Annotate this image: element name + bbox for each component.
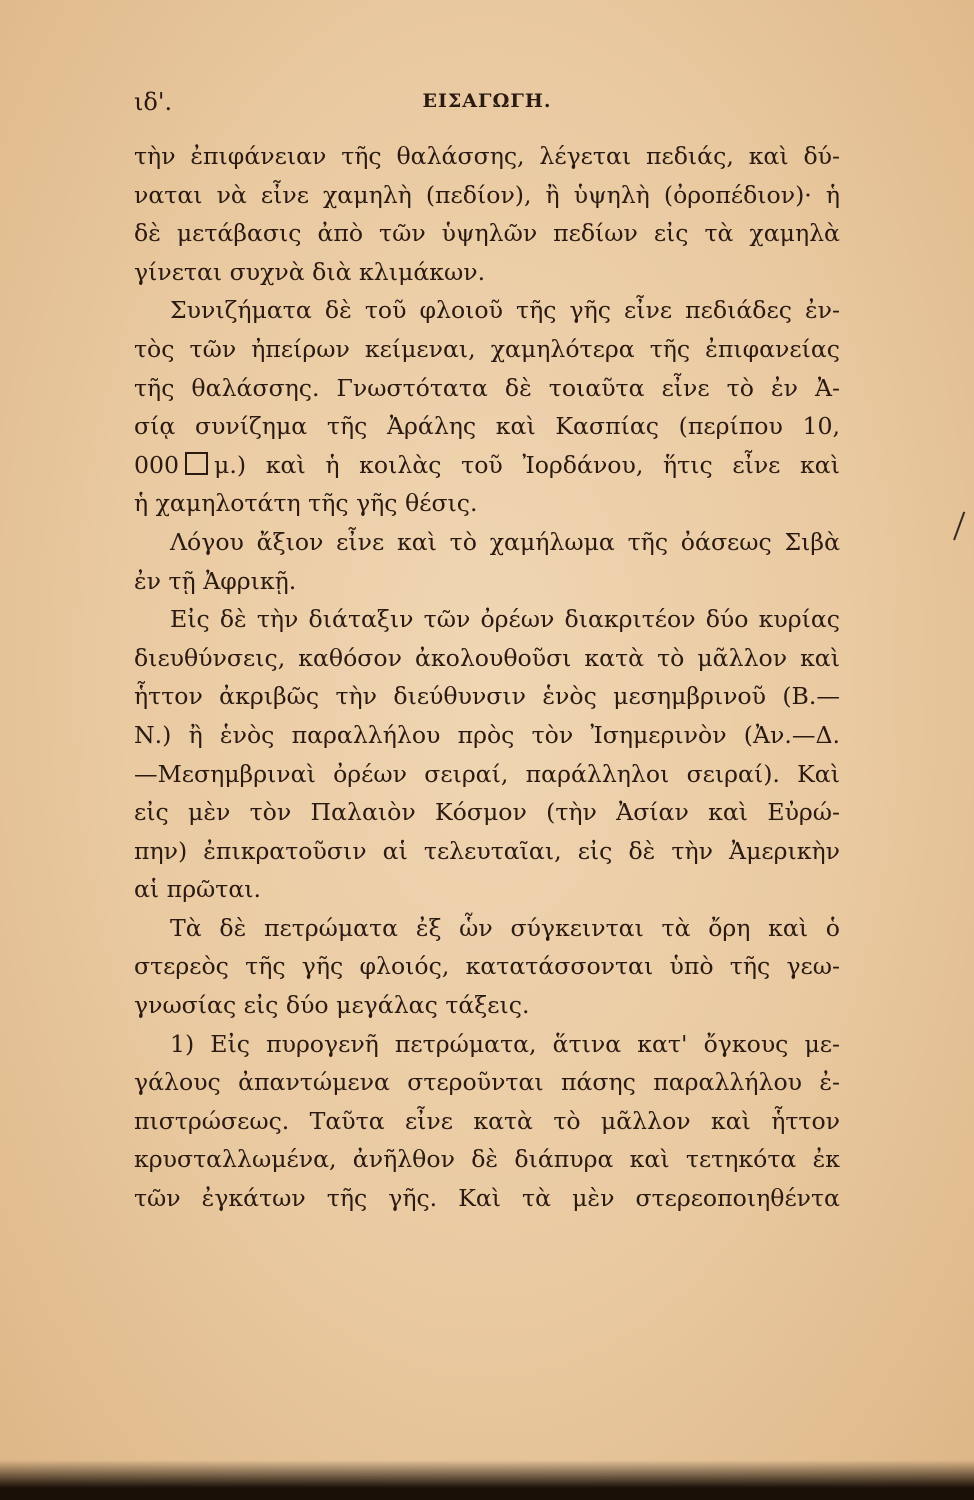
text-line: ἐν τῇ Ἀφρικῇ.: [134, 566, 297, 595]
text-line: Ν.) ἢ ἑνὸς παραλλήλου πρὸς τὸν Ἰσημερινὸν (Ἀν.—Δ.: [134, 720, 840, 749]
running-title: ΕΙΣΑΓΩΓΗ.: [422, 90, 552, 112]
text-line: στερεὸς τῆς γῆς φλοιός, κατατάσσονται ὑπὸ τῆς γεω-: [134, 952, 840, 981]
number-fragment: 000: [134, 450, 180, 479]
text-line: εἰς μὲν τὸν Παλαιὸν Κόσμον (τὴν Ἀσίαν καὶ Εὐρώ-: [134, 798, 840, 827]
text-fragment: μ.) καὶ ἡ κοιλὰς τοῦ Ἰορδάνου, ἥτις εἶνε καὶ: [214, 450, 840, 479]
text-line: τῆς θαλάσσης. Γνωστότατα δὲ τοιαῦτα εἶνε τὸ ἐν Ἀ-: [134, 373, 840, 402]
text-line: τῶν ἐγκάτων τῆς γῆς. Καὶ τὰ μὲν στερεοποιηθέντα: [134, 1184, 840, 1213]
body-text: [134, 137, 840, 1218]
text-line: Συνιζήματα δὲ τοῦ φλοιοῦ τῆς γῆς εἶνε πεδιάδες ἐν-: [170, 296, 840, 325]
text-line: σίᾳ συνίζημα τῆς Ἀράλης καὶ Κασπίας (περίπου 10,: [134, 412, 840, 441]
text-line: Τὰ δὲ πετρώματα ἐξ ὧν σύγκεινται τὰ ὄρη καὶ ὁ: [170, 913, 840, 942]
text-line: δὲ μετάβασις ἀπὸ τῶν ὑψηλῶν πεδίων εἰς τὰ χαμηλὰ: [134, 219, 840, 248]
text-line: διευθύνσεις, καθόσον ἀκολουθοῦσι κατὰ τὸ μᾶλλον καὶ: [134, 643, 840, 672]
text-line: 1) Εἰς πυρογενῆ πετρώματα, ἅτινα κατ' ὄγκους με-: [170, 1029, 840, 1058]
square-symbol-icon: [185, 452, 208, 475]
text-line: αἱ πρῶται.: [134, 875, 262, 904]
text-line: τὸς τῶν ἠπείρων κείμεναι, χαμηλότερα τῆς ἐπιφανείας: [134, 334, 840, 363]
text-line: Λόγου ἄξιον εἶνε καὶ τὸ χαμήλωμα τῆς ὀάσεως Σιβὰ: [170, 527, 840, 556]
text-line: Εἰς δὲ τὴν διάταξιν τῶν ὀρέων διακριτέον δύο κυρίας: [170, 605, 840, 634]
text-line: γάλους ἀπαντώμενα στεροῦνται πάσης παραλλήλου ἐ-: [134, 1068, 840, 1097]
page-header: [134, 88, 840, 128]
text-line: —Μεσημβριναὶ ὀρέων σειραί, παράλληλοι σειραί). Καὶ: [134, 759, 840, 788]
text-line: πιστρώσεως. Ταῦτα εἶνε κατὰ τὸ μᾶλλον καὶ ἧττον: [134, 1106, 840, 1135]
text-line: κρυσταλλωμένα, ἀνῆλθον δὲ διάπυρα καὶ τετηκότα ἐκ: [134, 1145, 840, 1174]
page-number: ιδ'.: [134, 88, 173, 116]
text-line: ναται νὰ εἶνε χαμηλὴ (πεδίον), ἢ ὑψηλὴ (ὀροπέδιον)· ἡ: [134, 180, 840, 209]
text-line: γίνεται συχνὰ διὰ κλιμάκων.: [134, 257, 486, 286]
text-line: τὴν ἐπιφάνειαν τῆς θαλάσσης, λέγεται πεδιάς, καὶ δύ-: [134, 142, 840, 170]
margin-ink-mark: [953, 512, 971, 543]
text-line: ἡ χαμηλοτάτη τῆς γῆς θέσις.: [134, 489, 478, 518]
text-line: γνωσίας εἰς δύο μεγάλας τάξεις.: [134, 991, 530, 1020]
text-line: πην) ἐπικρατοῦσιν αἱ τελευταῖαι, εἰς δὲ τὴν Ἀμερικὴν: [134, 836, 840, 865]
text-line: [134, 446, 840, 485]
text-line: ἧττον ἀκριβῶς τὴν διεύθυνσιν ἑνὸς μεσημβρινοῦ (Β.—: [134, 682, 840, 711]
